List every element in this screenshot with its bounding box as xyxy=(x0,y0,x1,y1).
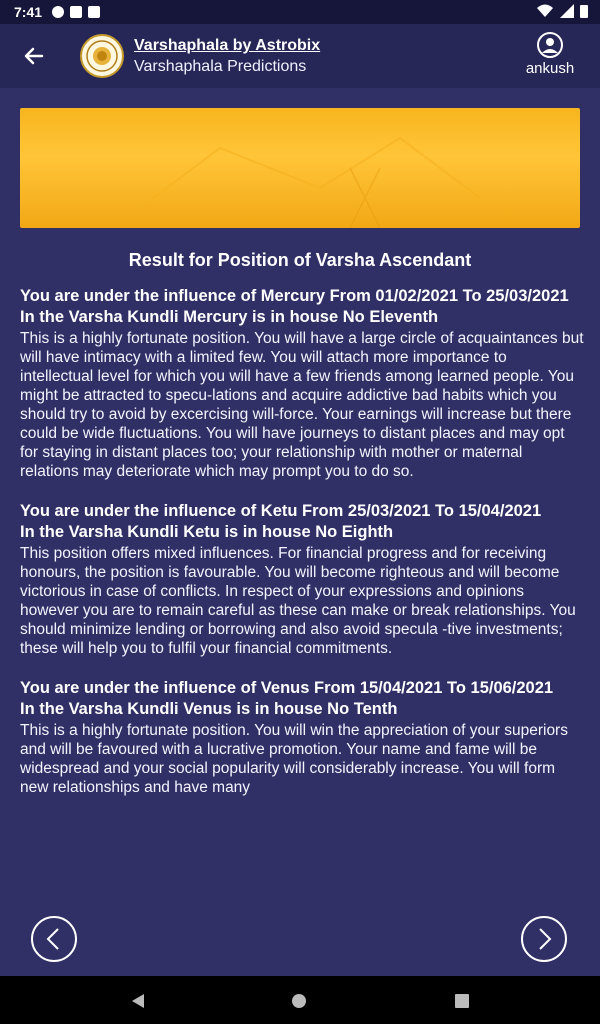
arrow-left-icon xyxy=(20,42,48,70)
status-time: 7:41 xyxy=(14,4,43,20)
user-name: ankush xyxy=(525,60,575,77)
sd-card-icon xyxy=(88,6,100,18)
app-header xyxy=(0,24,600,88)
user-avatar-icon xyxy=(537,32,563,58)
wifi-icon xyxy=(536,4,554,18)
prediction-section xyxy=(20,678,584,797)
system-navigation-bar xyxy=(0,976,600,1024)
section-body: This position offers mixed influences. For financial progress and for receiving honours, the position is favourable. You will become righteous and will become victorious in case of conflicts. In respect of your expressions and opinions however you are to remain careful as these can make or break relationships. You should minimize lending or borrowing and also avoid specula -tive investments; these will help you to fulfil your financial commitments. xyxy=(20,545,576,657)
prediction-section xyxy=(20,501,584,658)
section-body: This is a highly fortunate position. You will have a large circle of acquaintances but will have intimacy with a limited few. You will attach more importance to intellectual level for which you will have a few friends among learned people. You might be attracted to specu-lations and acquire addictive bad habits which you should try to avoid by excercising will-force. Your earnings will increase but there could be wide fluctuations. You will have journeys to distant places and may opt for staying in distant places too; your relationship with mother or maternal relations may deteriorate which may prompt you to do so. xyxy=(20,330,584,480)
system-home-icon[interactable] xyxy=(291,993,307,1009)
chevron-right-icon xyxy=(523,918,565,960)
system-recents-icon[interactable] xyxy=(454,993,470,1009)
banner-image xyxy=(20,108,580,228)
page-subtitle: Varshaphala Predictions xyxy=(134,58,307,75)
media-icon xyxy=(52,6,64,18)
app-notification-icon xyxy=(70,6,82,18)
app-title[interactable]: Varshaphala by Astrobix xyxy=(134,37,321,54)
previous-button[interactable] xyxy=(31,916,77,962)
section-subtitle: In the Varsha Kundli Ketu is in house No Eighth xyxy=(20,523,394,541)
result-heading: Result for Position of Varsha Ascendant xyxy=(128,250,472,270)
chevron-left-icon xyxy=(33,918,75,960)
status-system-icons xyxy=(536,4,588,18)
battery-icon xyxy=(580,4,588,18)
section-subtitle: In the Varsha Kundli Venus is in house No Tenth xyxy=(20,700,398,718)
predictions-list[interactable] xyxy=(20,286,584,900)
signal-icon xyxy=(560,4,574,18)
prediction-section xyxy=(20,286,584,481)
back-button[interactable] xyxy=(20,42,48,70)
next-button[interactable] xyxy=(521,916,567,962)
section-title: You are under the influence of Ketu From 25/03/2021 To 15/04/2021 xyxy=(20,502,542,520)
section-body: This is a highly fortunate position. You will win the appreciation of your superiors and will be favoured with a lucrative promotion. Your name and fame will be widespread and your social popularity will considerably increase. You will form new relationships and have many xyxy=(20,722,568,796)
app-logo xyxy=(80,34,124,78)
section-title: You are under the influence of Venus From 15/04/2021 To 15/06/2021 xyxy=(20,679,554,697)
header-titles xyxy=(134,36,320,78)
system-back-icon[interactable] xyxy=(130,993,146,1009)
status-notification-icons xyxy=(52,6,100,18)
section-subtitle: In the Varsha Kundli Mercury is in house No Eleventh xyxy=(20,308,439,326)
astrobix-logo-icon xyxy=(82,36,122,76)
banner-pattern-icon xyxy=(20,108,580,228)
section-title: You are under the influence of Mercury From 01/02/2021 To 25/03/2021 xyxy=(20,287,569,305)
user-profile[interactable] xyxy=(520,32,580,77)
status-bar xyxy=(0,0,600,24)
